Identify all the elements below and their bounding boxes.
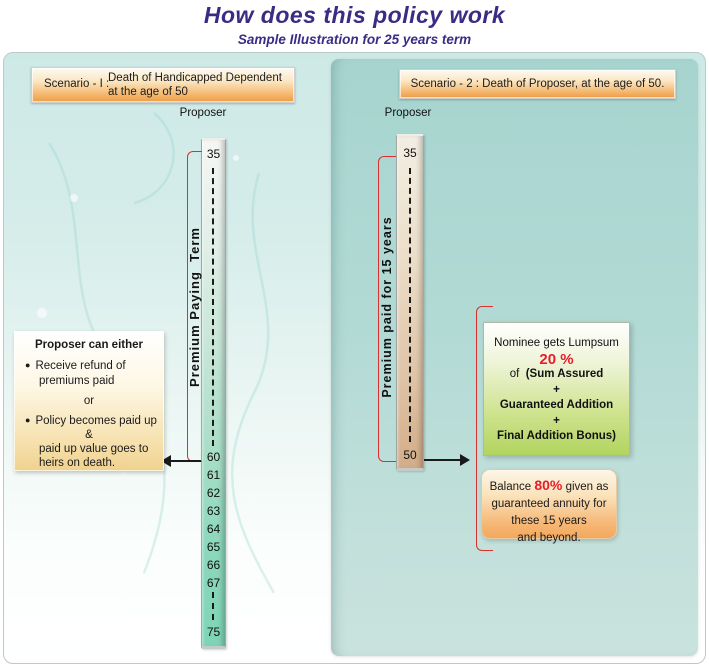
- lumpsum-final-addition-bonus: Final Addition Bonus): [496, 430, 617, 442]
- scenario2-arrow-line: [424, 459, 462, 461]
- annuity-line1: Balance 80% given as: [489, 477, 609, 493]
- lumpsum-guaranteed-addition: Guaranteed Addition: [499, 399, 614, 411]
- info-box-bullet1: ● Receive refund of: [25, 360, 126, 372]
- annuity-benefit-box: [481, 469, 617, 544]
- page-title: How does this policy work: [203, 2, 506, 28]
- age-tick: 67: [206, 576, 221, 590]
- scenario2-axis-label: Premium paid for 15 years: [380, 216, 394, 398]
- scenario2-age-bar: [396, 134, 424, 471]
- scenario1-header-description: Death of Handicapped Dependent at the age of 50: [108, 72, 282, 98]
- scenario1-term-bracket: [187, 151, 202, 462]
- dashed-segment: [212, 592, 214, 620]
- bullet-icon: ●: [25, 415, 31, 425]
- age-tick: 35: [206, 147, 221, 161]
- lumpsum-percent: 20 %: [539, 350, 574, 368]
- age-tick: 50: [403, 448, 417, 462]
- annuity-line4: and beyond.: [517, 532, 581, 544]
- age-tick: 75: [206, 625, 221, 639]
- scenario1-info-box: [14, 331, 164, 471]
- plus-sign: +: [553, 414, 560, 427]
- bullet-icon: ●: [25, 360, 31, 370]
- lumpsum-benefit-box: [483, 322, 630, 456]
- lumpsum-line1: Nominee gets Lumpsum: [494, 337, 619, 349]
- age-tick: 65: [206, 540, 221, 554]
- scenario2-arrow-head: [460, 454, 470, 466]
- info-box-heading: Proposer can either: [34, 339, 143, 351]
- info-box-text: premiums paid: [39, 375, 115, 387]
- info-box-text: heirs on death.: [39, 457, 116, 469]
- scenario1-axis-label: Premium Paying Term: [187, 227, 202, 387]
- scenario2-header: Scenario - 2 : Death of Proposer, at the age of 50.: [399, 69, 676, 99]
- dashed-segment: [409, 168, 411, 442]
- age-tick: 64: [206, 522, 221, 536]
- scenario2-proposer-label: Proposer: [384, 107, 432, 119]
- age-tick: 35: [403, 146, 417, 160]
- lumpsum-sum-assured: of (Sum Assured: [509, 368, 604, 380]
- scenario1-header-label: Scenario - I :: [44, 78, 110, 90]
- info-box-bullet2: ● Policy becomes paid up: [25, 415, 157, 427]
- info-box-text: paid up value goes to: [39, 443, 149, 455]
- scenario1-arrow-line: [170, 460, 201, 462]
- scenario1-header: [31, 67, 295, 103]
- scenario2-paid-bracket: [378, 156, 396, 462]
- age-tick: 63: [206, 504, 221, 518]
- annuity-line3: these 15 years: [511, 515, 587, 527]
- annuity-percent: 80%: [534, 477, 563, 493]
- scenario1-age-bar: [201, 138, 226, 649]
- scenario1-proposer-label: Proposer: [179, 107, 227, 119]
- dashed-segment: [212, 168, 214, 446]
- plus-sign: +: [553, 383, 560, 396]
- info-box-ampersand: &: [85, 429, 93, 441]
- annuity-line2: guaranteed annuity for: [491, 498, 607, 510]
- age-tick: 60: [206, 450, 221, 464]
- age-tick: 62: [206, 486, 221, 500]
- age-tick: 61: [206, 468, 221, 482]
- page-subtitle: Sample Illustration for 25 years term: [237, 32, 472, 47]
- illustration-panel: [3, 52, 706, 664]
- info-box-or: or: [83, 395, 95, 407]
- age-tick: 66: [206, 558, 221, 572]
